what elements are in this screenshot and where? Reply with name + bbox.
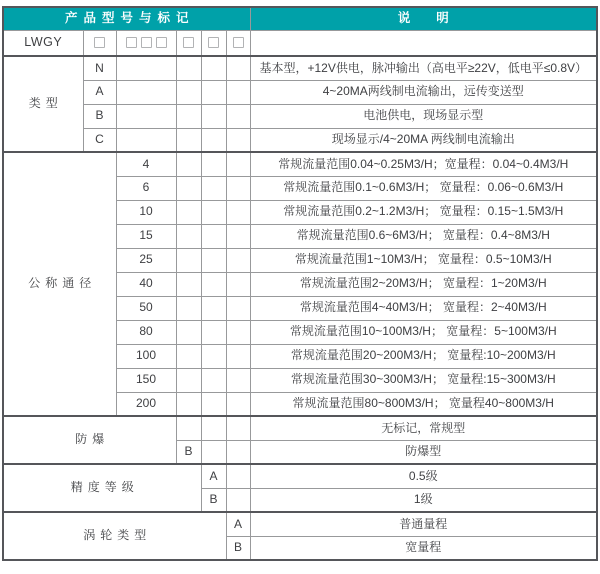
- empty-cell: [226, 248, 250, 272]
- diameter-code: 4: [116, 152, 176, 176]
- empty-cell: [226, 392, 250, 416]
- diameter-desc: 常规流量范围0.04~0.25M3/H；宽量程：0.04~0.4M3/H: [250, 152, 597, 176]
- diameter-desc: 常规流量范围0.6~6M3/H； 宽量程：0.4~8M3/H: [250, 224, 597, 248]
- empty-cell: [176, 320, 201, 344]
- type-code: B: [83, 104, 116, 128]
- empty-cell: [226, 296, 250, 320]
- empty-cell: [201, 272, 226, 296]
- diameter-code: 50: [116, 296, 176, 320]
- type-desc: 基本型，+12V供电，脉冲输出（高电平≥22V，低电平≤0.8V）: [250, 56, 597, 80]
- turbine-desc: 普通量程: [250, 512, 597, 536]
- empty-cell: [226, 488, 250, 512]
- empty-cell: [226, 128, 250, 152]
- empty-cell: [226, 56, 250, 80]
- type-code: A: [83, 80, 116, 104]
- empty-cell: [201, 344, 226, 368]
- diameter-desc: 常规流量范围80~800M3/H； 宽量程40~800M3/H: [250, 392, 597, 416]
- type-desc: 现场显示/4~20MA 两线制电流输出: [250, 128, 597, 152]
- accuracy-desc: 0.5级: [250, 464, 597, 488]
- empty-cell: [226, 80, 250, 104]
- empty-cell: [116, 128, 176, 152]
- empty-cell: [201, 128, 226, 152]
- type-section-label: 类型: [3, 56, 83, 152]
- empty-cell: [226, 344, 250, 368]
- empty-cell: [226, 464, 250, 488]
- empty-cell: [201, 248, 226, 272]
- model-checkbox-cell-diameter: [116, 30, 176, 56]
- empty-cell: [226, 368, 250, 392]
- diameter-desc: 常规流量范围30~300M3/H； 宽量程:15~300M3/H: [250, 368, 597, 392]
- turbine-code: B: [226, 536, 250, 560]
- diameter-section-label: 公称通径: [3, 152, 116, 416]
- diameter-desc: 常规流量范围2~20M3/H； 宽量程：1~20M3/H: [250, 272, 597, 296]
- accuracy-desc: 1级: [250, 488, 597, 512]
- diameter-code: 200: [116, 392, 176, 416]
- empty-cell: [201, 152, 226, 176]
- type-code: C: [83, 128, 116, 152]
- empty-cell: [201, 200, 226, 224]
- empty-cell: [176, 272, 201, 296]
- explosion-code: [176, 416, 201, 440]
- type-desc: 电池供电，现场显示型: [250, 104, 597, 128]
- diameter-desc: 常规流量范围4~40M3/H； 宽量程：2~40M3/H: [250, 296, 597, 320]
- empty-cell: [116, 80, 176, 104]
- empty-cell: [176, 296, 201, 320]
- checkbox-icon: [141, 37, 152, 48]
- empty-cell: [226, 272, 250, 296]
- turbine-desc: 宽量程: [250, 536, 597, 560]
- empty-cell: [176, 200, 201, 224]
- empty-cell: [226, 320, 250, 344]
- diameter-desc: 常规流量范围20~200M3/H； 宽量程:10~200M3/H: [250, 344, 597, 368]
- diameter-code: 80: [116, 320, 176, 344]
- empty-cell: [176, 104, 201, 128]
- empty-cell: [201, 416, 226, 440]
- turbine-code: A: [226, 512, 250, 536]
- empty-cell: [116, 56, 176, 80]
- diameter-code: 6: [116, 176, 176, 200]
- checkbox-icon: [208, 37, 219, 48]
- model-name: LWGY: [3, 30, 83, 56]
- checkbox-icon: [183, 37, 194, 48]
- empty-cell: [176, 224, 201, 248]
- model-checkbox-cell-type: [83, 30, 116, 56]
- explosion-desc: 无标记，常规型: [250, 416, 597, 440]
- empty-cell: [176, 80, 201, 104]
- type-code: N: [83, 56, 116, 80]
- empty-cell: [201, 392, 226, 416]
- checkbox-icon: [233, 37, 244, 48]
- accuracy-section-label: 精度等级: [3, 464, 201, 512]
- diameter-code: 150: [116, 368, 176, 392]
- checkbox-icon: [94, 37, 105, 48]
- diameter-code: 40: [116, 272, 176, 296]
- empty-cell: [226, 104, 250, 128]
- diameter-code: 10: [116, 200, 176, 224]
- checkbox-icon: [156, 37, 167, 48]
- empty-cell: [176, 344, 201, 368]
- model-checkbox-cell-accuracy: [201, 30, 226, 56]
- diameter-desc: 常规流量范围1~10M3/H； 宽量程：0.5~10M3/H: [250, 248, 597, 272]
- empty-cell: [226, 152, 250, 176]
- turbine-section-label: 涡轮类型: [3, 512, 226, 560]
- diameter-code: 15: [116, 224, 176, 248]
- empty-cell: [176, 56, 201, 80]
- empty-cell: [116, 104, 176, 128]
- empty-cell: [201, 104, 226, 128]
- model-checkbox-cell-explosion: [176, 30, 201, 56]
- model-checkbox-cell-turbine: [226, 30, 250, 56]
- empty-cell: [176, 176, 201, 200]
- model-desc-cell: [250, 30, 597, 56]
- empty-cell: [201, 80, 226, 104]
- empty-cell: [226, 200, 250, 224]
- accuracy-code: A: [201, 464, 226, 488]
- type-desc: 4~20MA两线制电流输出，远传变送型: [250, 80, 597, 104]
- empty-cell: [176, 248, 201, 272]
- diameter-desc: 常规流量范围0.2~1.2M3/H； 宽量程：0.15~1.5M3/H: [250, 200, 597, 224]
- empty-cell: [176, 392, 201, 416]
- empty-cell: [201, 440, 226, 464]
- explosion-desc: 防爆型: [250, 440, 597, 464]
- empty-cell: [226, 176, 250, 200]
- checkbox-icon: [126, 37, 137, 48]
- empty-cell: [176, 152, 201, 176]
- diameter-desc: 常规流量范围10~100M3/H； 宽量程：5~100M3/H: [250, 320, 597, 344]
- empty-cell: [201, 320, 226, 344]
- diameter-desc: 常规流量范围0.1~0.6M3/H； 宽量程：0.06~0.6M3/H: [250, 176, 597, 200]
- empty-cell: [176, 128, 201, 152]
- empty-cell: [176, 368, 201, 392]
- header-model-marking: 产品型号与标记: [3, 7, 250, 30]
- accuracy-code: B: [201, 488, 226, 512]
- empty-cell: [226, 224, 250, 248]
- diameter-code: 25: [116, 248, 176, 272]
- header-description: 说明: [250, 7, 597, 30]
- diameter-code: 100: [116, 344, 176, 368]
- explosion-section-label: 防爆: [3, 416, 176, 464]
- empty-cell: [201, 296, 226, 320]
- empty-cell: [201, 56, 226, 80]
- empty-cell: [226, 416, 250, 440]
- empty-cell: [201, 224, 226, 248]
- empty-cell: [226, 440, 250, 464]
- empty-cell: [201, 176, 226, 200]
- explosion-code: B: [176, 440, 201, 464]
- spec-table: [2, 6, 598, 561]
- empty-cell: [201, 368, 226, 392]
